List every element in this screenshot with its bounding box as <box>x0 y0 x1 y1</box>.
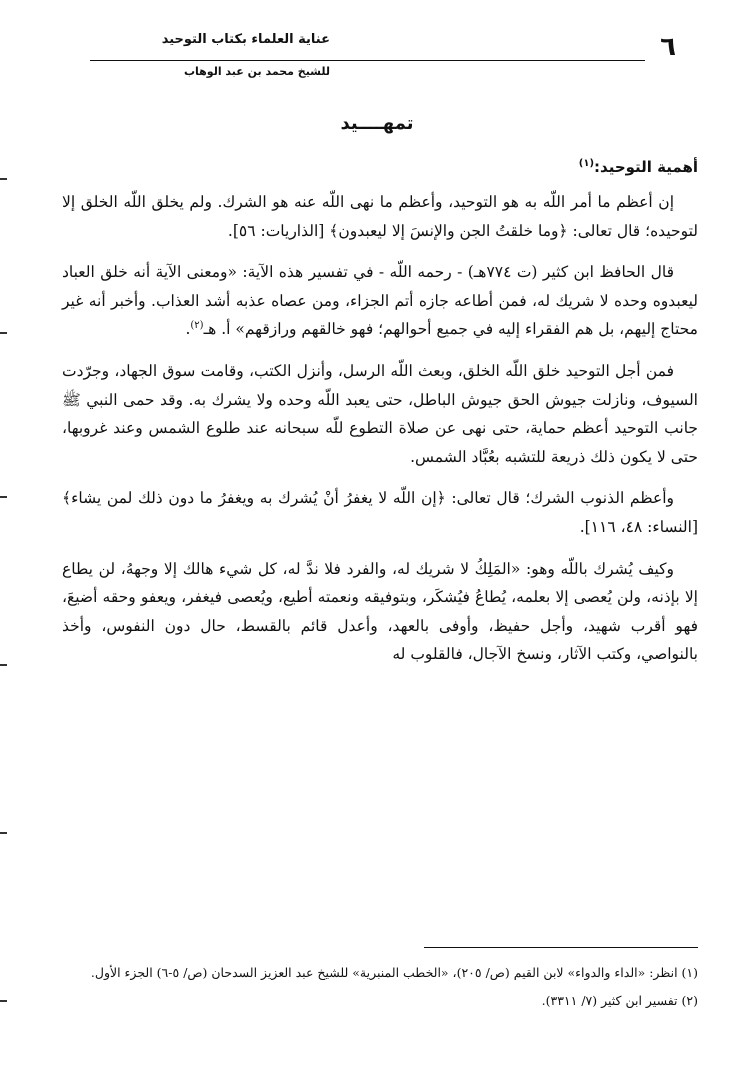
header-rule <box>90 60 645 61</box>
paragraph: قال الحافظ ابن كثير (ت ٧٧٤هـ) - رحمه اللّه - في تفسير هذه الآية: «ومعنى الآية أنه خلق العباد ليعبدوه وحده لا شريك له، فمن أطاعه جازه أتم الجزاء، ومن عصاه عذبه أشد العذاب. وأخبر أنه غير محتاج إليهم، بل هم الفقراء إليه في جميع أحوالهم؛ فهو خالقهم ورازقهم» أ. هـ$^{(٢)}$. <box>62 263 698 339</box>
running-head <box>90 30 330 52</box>
subheading <box>62 152 698 182</box>
footnotes <box>62 960 698 1016</box>
running-title: عناية العلماء بكتاب التوحيد <box>161 32 330 47</box>
paragraph-text: وأعظم الذنوب الشرك؛ قال تعالى: ﴿إن اللّه لا يغفرُ أنْ يُشرك به ويغفرُ ما دون ذلك لمن يشاء﴾ [النساء: ٤٨، ١١٦]. <box>62 489 698 536</box>
footnote: (١) انظر: «الداء والدواء» لابن القيم (ص/ ٢٠٥)، «الخطب المنبرية» للشيخ عبد العزيز السدحان (ص/ ٥-٦) الجزء الأول. <box>90 965 698 980</box>
footnote-ref: (٢) <box>190 320 204 332</box>
scan-edge-mark <box>0 832 7 834</box>
paragraph <box>62 357 698 471</box>
section-title: تمهــــيد <box>340 113 414 134</box>
paragraph <box>62 555 698 669</box>
scan-edge-mark <box>0 1000 7 1002</box>
footnote: (٢) تفسير ابن كثير (٧/ ٣٣١١). <box>541 993 698 1008</box>
paragraph <box>62 484 698 541</box>
paragraph-text: وكيف يُشرك باللّه وهو: «المَلِكُ لا شريك له، والفرد فلا ندَّ له، كل شيء هالك إلا وجههُ، لن يطاع إلا بإذنه، ولن يُعصى إلا بعلمه، يُطاعُ فيُشكَر، وبتوفيقه ونعمته أطيع، ويُعصى فيغفر، ويعفو وحقه أضيعَ، فهو أقرب شهيد، وأجل حفيظ، وأوفى بالعهد، وأعدل قائم بالقسط، حال دون النفوس، وأخذ بالنواصي، وكتب الآثار، ونسخ الآجال، فالقلوب له <box>62 559 698 664</box>
page-number: ٦ <box>660 32 676 62</box>
scan-edge-mark <box>0 496 7 498</box>
running-author: للشيخ محمد بن عبد الوهاب <box>183 65 330 78</box>
scan-edge-mark <box>0 178 7 180</box>
paragraph-text: فمن أجل التوحيد خلق اللّه الخلق، وبعث اللّه الرسل، وأنزل الكتب، وقامت سوق الجهاد، وجرّدت السيوف، ونازلت جيوش الحق جيوش الباطل، حتى يعبد اللّه وحده ولا يشرك به. وقد حمى النبي ﷺ جانب التوحيد أعظم حماية، حتى نهى عن صلاة التطوع للّه سبحانه عند طلوع الشمس وعند غروبها، حتى لا يكون ذلك ذريعة للتشبه بعُبَّاد الشمس. <box>62 361 698 466</box>
subheading-text: أهمية التوحيد: <box>594 158 698 176</box>
paragraph <box>62 188 698 245</box>
footnote-ref: (١) <box>578 158 595 169</box>
paragraph-text: إن أعظم ما أمر اللّه به هو التوحيد، وأعظم ما نهى اللّه عنه هو الشرك. ولم يخلق اللّه الخلق إلا لتوحيده؛ قال تعالى: ﴿وما خلقتُ الجن والإنسَ إلا ليعبدون﴾ [الذاريات: ٥٦]. <box>62 193 698 240</box>
body-text <box>62 152 698 682</box>
paragraph-text: قال الحافظ ابن كثير (ت ٧٧٤هـ) - رحمه اللّه - في تفسير هذه الآية: «ومعنى الآية أنه خلق العباد ليعبدوه وحده لا شريك له، فمن أطاعه جازه أتم الجزاء، ومن عصاه عذبه أشد العذاب. وأخبر أنه غير محتاج إليهم، بل هم الفقراء إليه في جميع أحوالهم؛ فهو خالقهم ورازقهم» أ. هـ <box>62 263 698 339</box>
scan-edge-mark <box>0 332 7 334</box>
footnote-rule <box>424 947 698 948</box>
scan-edge-mark <box>0 664 7 666</box>
